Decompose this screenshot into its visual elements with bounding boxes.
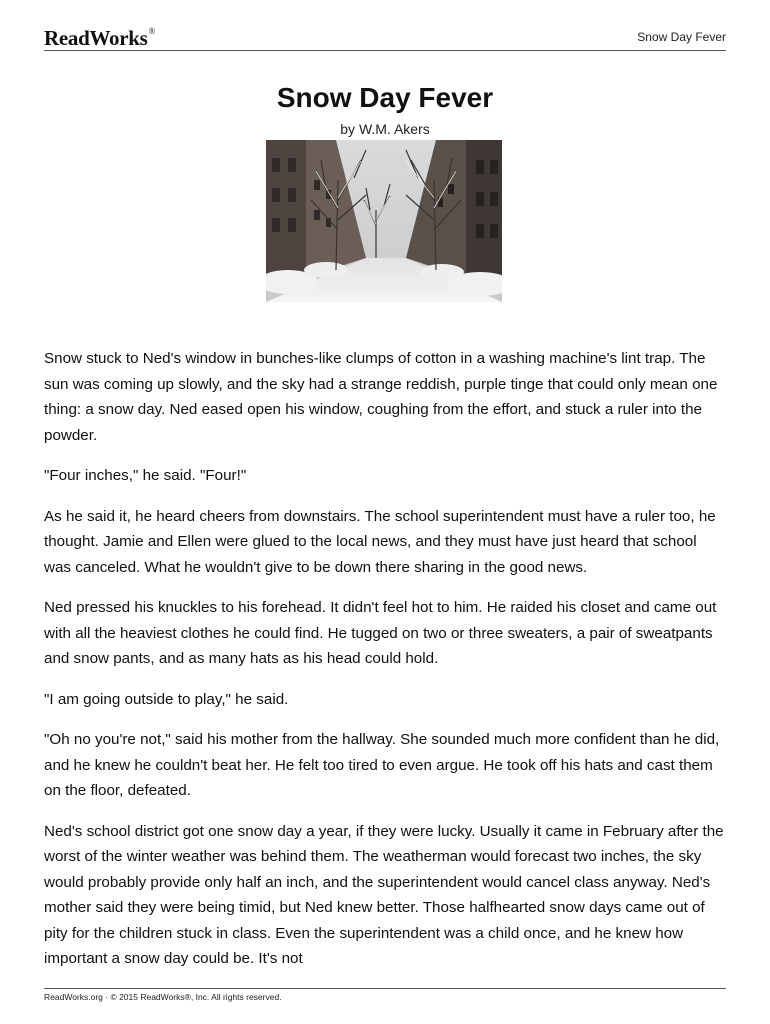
article-title: Snow Day Fever — [276, 82, 494, 113]
paragraph: "Four inches," he said. "Four!" — [44, 467, 247, 484]
paragraph: Ned pressed his knuckles to his forehead. It didn't feel hot to him. He raided his closet and came out with all the heaviest clothes he could find. He tugged on two or three sweaters, a pair of sweatpants and snow pants, and as many hats as his head could hold. — [44, 599, 717, 667]
snowy-street-photo-icon — [266, 140, 502, 302]
paragraph: "Oh no you're not," said his mother from the hallway. She sounded much more confident than he did, and he knew he couldn't beat her. He felt too tired to even argue. He took off his hats and cast them on the floor, defeated. — [44, 731, 720, 799]
paragraph: Ned's school district got one snow day a year, if they were lucky. Usually it came in February after the worst of the winter weather was behind them. The weatherman would forecast two inches, the sky would probably provide only half an inch, and the superintendent would cancel class anyway. Ned's mother said they were being timid, but Ned knew better. Those halfhearted snow days came out of pity for the children stuck in class. Even the superintendent was a child once, and he knew how important a snow day could be. It's not — [44, 822, 724, 967]
logo-text: ReadWorks — [44, 26, 148, 50]
logo-registered-mark: ® — [148, 26, 156, 36]
page-footer: ReadWorks.org · © 2015 ReadWorks®, Inc. All rights reserved. — [44, 988, 726, 1002]
paragraph: As he said it, he heard cheers from downstairs. The school superintendent must have a ruler too, he thought. Jamie and Ellen were glued to the local news, and they must have just heard that school was canceled. What he wouldn't give to be down there sharing in the good news. — [44, 507, 716, 576]
article-byline: by W.M. Akers — [340, 121, 430, 137]
header-title: Snow Day Fever — [637, 30, 726, 44]
paragraph: "I am going outside to play," he said. — [44, 690, 289, 708]
article-body — [44, 346, 726, 987]
readworks-logo — [44, 26, 155, 51]
paragraph: Snow stuck to Ned's window in bunches-like clumps of cotton in a washing machine's lint trap. The sun was coming up slowly, and the sky had a strange reddish, purple tinge that could only mean one thing: a snow day. Ned eased open his window, coughing from the effort, and stuck a ruler into the powder. — [44, 350, 718, 444]
page-header — [44, 22, 726, 51]
